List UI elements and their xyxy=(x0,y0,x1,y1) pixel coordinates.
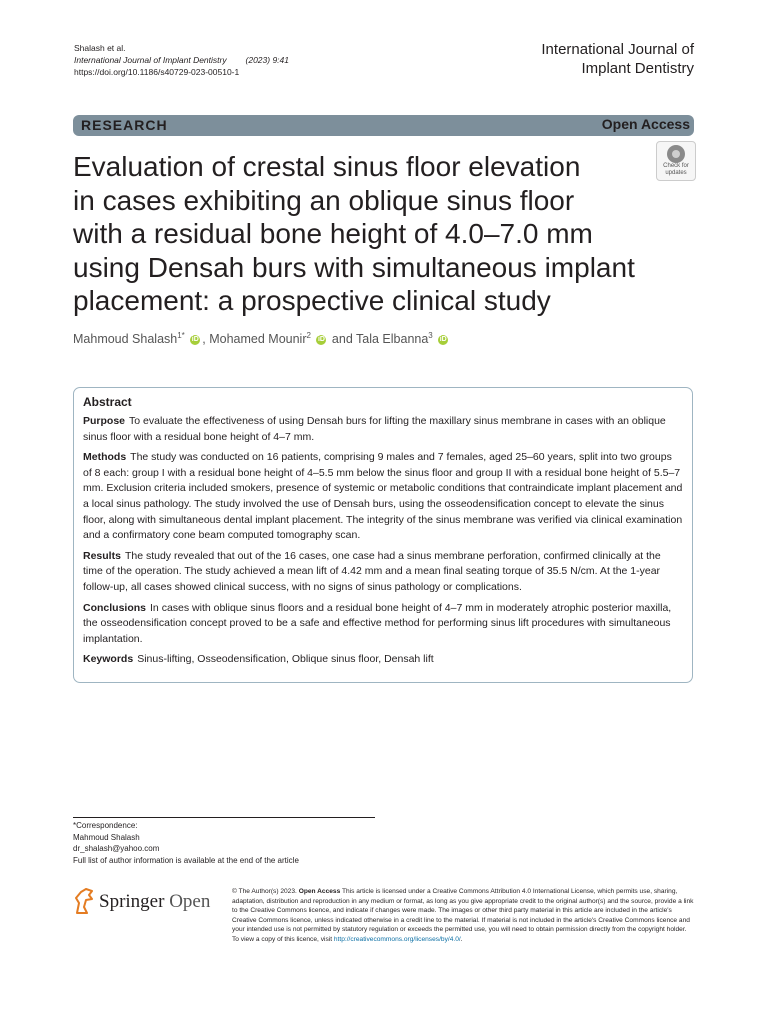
author-name[interactable]: Tala Elbanna xyxy=(356,332,429,347)
author-list: Mahmoud Shalash$^{1*}$ iD , Mohamed Mounir$^2$ iD and Tala Elbanna$^3$ iD xyxy=(73,331,447,347)
license-text: © The Author(s) 2023. Open Access This article is licensed under a Creative Commons Attribution 4.0 International License, which permits use, sharing, adaptation, distribution and reproduction in any medium or format, as long as you give appropriate credit to the original author(s) and the source, provide a link to the Creative Commons licence, and indicate if changes were made. The images or other third party material in this article are included in the article's Creative Commons licence, unless indicated otherwise in a credit line to the material. If material is not included in the article's Creative Commons licence and your intended use is not permitted by statutory regulation or exceeds the permitted use, you will need to obtain permission directly from the copyright holder. To view a copy of this licence, visit http://creativecommons.org/licenses/by/4.0/. xyxy=(232,888,694,943)
correspondence-block: *Correspondence: Mahmoud Shalash dr_shalash@yahoo.com Full list of author information is available at the end of the article xyxy=(73,821,299,865)
article-title: Evaluation of crestal sinus floor elevation in cases exhibiting an oblique sinus floor with a residual bone height of 4.0–7.0 mm using Densah burs with simultaneous implant placement: a prospective clinical study xyxy=(73,151,635,316)
abstract-results: Results The study revealed that out of the 16 cases, one case had a sinus membrane perforation, confirmed clinically at the time of the operation. The study achieved a mean lift of 4.42 mm and a mean final seating torque of 35.5 N/cm. At the 1-year follow-up, all cases showed clinical success, with no signs of sinus pathology or complications. xyxy=(83,549,661,593)
section-label: RESEARCH xyxy=(81,117,168,133)
abstract-purpose: Purpose To evaluate the effectiveness of using Densah burs for lifting the maxillary sinus membrane in cases with an oblique sinus floor with a residual bone height of 4–7 mm. xyxy=(83,415,666,443)
orcid-icon[interactable]: iD xyxy=(317,335,325,343)
publisher-name: Springer xyxy=(99,891,165,912)
springer-horse-icon xyxy=(73,887,95,915)
author-name[interactable]: Mohamed Mounir xyxy=(209,332,307,347)
abstract-box xyxy=(73,387,693,683)
correspondence-email[interactable]: dr_shalash@yahoo.com xyxy=(73,844,160,854)
year-ref: (2023) 9:41 xyxy=(245,55,289,65)
journal-line: International Journal of Implant Dentistry xyxy=(74,55,227,65)
doi-link[interactable]: https://doi.org/10.1186/s40729-023-00510-1 xyxy=(74,67,240,77)
check-for-updates-button[interactable]: Check for updates xyxy=(656,141,696,181)
abstract-methods: Methods The study was conducted on 16 patients, comprising 9 males and 7 females, aged 25–60 years, split into two groups of 8 each: group I with a residual bone height of 4–5.5 mm below the sinus floor and group II with a residual bone height of 5.5–7 mm. Exclusion criteria included smokers, presence of systemic or metabolic conditions that contraindicate implant placement and a local sinus pathology. The study involved the use of Densah burs, using the osseodensification concept to elevate the sinus floor, along with simultaneous dental implant placement. The integrity of the sinus membrane was verified via clinical examination and a confirmatory cone beam computed tomography scan. xyxy=(83,451,683,542)
running-header xyxy=(74,42,289,78)
author-line: Shalash et al. xyxy=(74,43,126,53)
abstract-heading: Abstract xyxy=(83,395,132,409)
footnote-divider xyxy=(73,817,375,818)
abstract-conclusions: Conclusions In cases with oblique sinus floors and a residual bone height of 4–7 mm in moderately atrophic posterior maxilla, the osseodensification concept proved to be a safe and effective method for performing sinus lift procedures with simultaneous implantation. xyxy=(83,601,672,645)
section-banner xyxy=(73,115,694,136)
license-link[interactable]: http://creativecommons.org/licenses/by/4.0/ xyxy=(333,935,461,943)
orcid-icon[interactable]: iD xyxy=(191,335,199,343)
orcid-icon[interactable]: iD xyxy=(439,335,447,343)
author-name[interactable]: Mahmoud Shalash xyxy=(73,332,178,347)
publisher-suffix: Open xyxy=(169,891,211,912)
abstract-keywords: Keywords Sinus-lifting, Osseodensification, Oblique sinus floor, Densah lift xyxy=(83,653,434,666)
open-access-label: Open Access xyxy=(601,116,690,132)
journal-name: International Journal of Implant Dentistry xyxy=(541,41,694,77)
